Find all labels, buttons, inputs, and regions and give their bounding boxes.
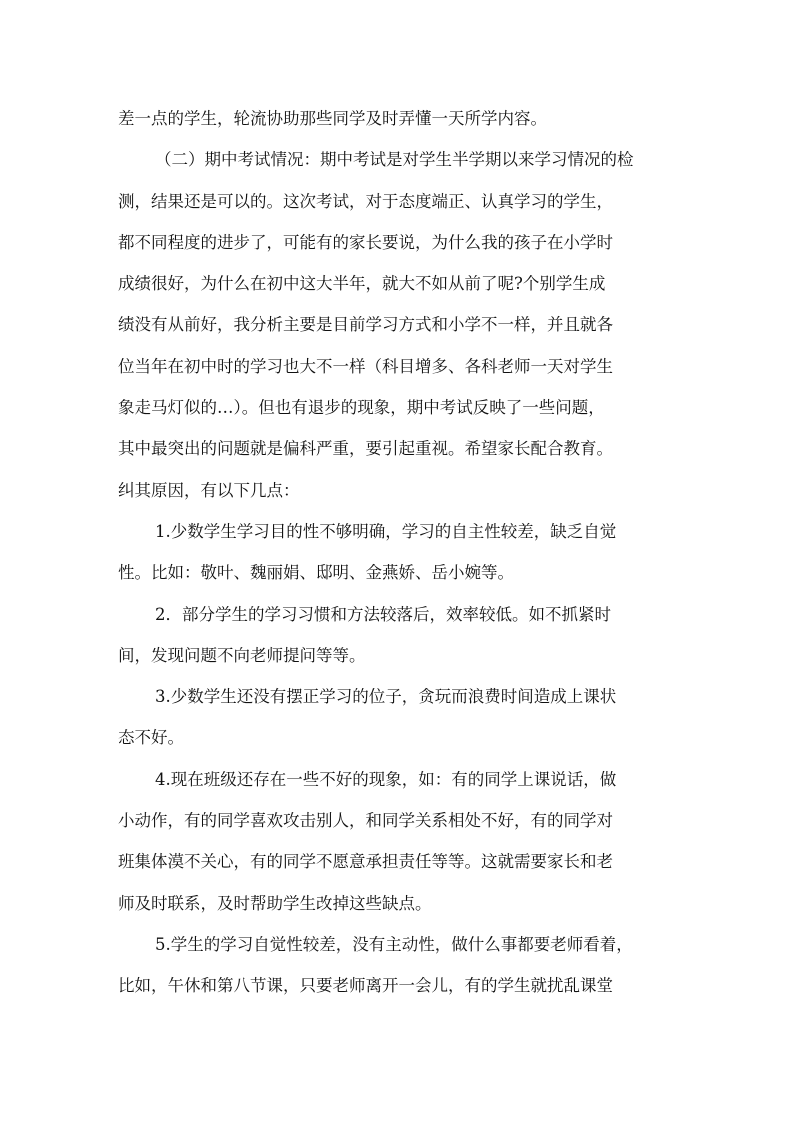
text-line: 比如，午休和第八节课，只要老师离开一会儿，有的学生就扰乱课堂 bbox=[118, 976, 613, 996]
text-line: 3.少数学生还没有摆正学习的位子，贪玩而浪费时间造成上课状 bbox=[155, 687, 617, 707]
text-line: 成绩很好，为什么在初中这大半年，就大不如从前了呢?个别学生成 bbox=[118, 274, 606, 294]
text-line: 都不同程度的进步了，可能有的家长要说，为什么我的孩子在小学时 bbox=[118, 232, 613, 252]
text-line: 4.现在班级还存在一些不好的现象，如：有的同学上课说话，做 bbox=[155, 769, 617, 789]
text-line: 间，发现问题不向老师提问等等。 bbox=[118, 645, 366, 665]
text-line: 绩没有从前好，我分析主要是目前学习方式和小学不一样，并且就各 bbox=[118, 315, 613, 335]
text-line: 其中最突出的问题就是偏科严重，要引起重视。希望家长配合教育。 bbox=[118, 439, 613, 459]
text-line: 小动作，有的同学喜欢攻击别人，和同学关系相处不好，有的同学对 bbox=[118, 811, 613, 831]
text-line: 1.少数学生学习目的性不够明确，学习的自主性较差，缺乏自觉 bbox=[155, 521, 617, 541]
text-line: 2．部分学生的学习习惯和方法较落后，效率较低。如不抓紧时 bbox=[155, 604, 611, 624]
text-line: 态不好。 bbox=[118, 728, 184, 748]
text-line: （二）期中考试情况：期中考试是对学生半学期以来学习情况的检 bbox=[155, 150, 634, 170]
text-line: 位当年在初中时的学习也大不一样（科目增多、各科老师一天对学生 bbox=[118, 356, 613, 376]
text-line: 师及时联系，及时帮助学生改掉这些缺点。 bbox=[118, 893, 432, 913]
text-line: 5.学生的学习自觉性较差，没有主动性，做什么事都要老师看着， bbox=[155, 934, 633, 954]
text-line: 差一点的学生，轮流协助那些同学及时弄懂一天所学内容。 bbox=[118, 109, 547, 128]
document-body bbox=[118, 98, 698, 1007]
text-line: 班集体漠不关心，有的同学不愿意承担责任等等。这就需要家长和老 bbox=[118, 852, 613, 872]
text-line: 性。比如：敬叶、魏丽娟、邸明、金燕娇、岳小婉等。 bbox=[118, 563, 514, 583]
text-line: 象走马灯似的…）。但也有退步的现象，期中考试反映了一些问题， bbox=[118, 398, 605, 418]
text-line: 测，结果还是可以的。这次考试，对于态度端正、认真学习的学生， bbox=[118, 191, 613, 211]
text-line: 纠其原因，有以下几点： bbox=[118, 480, 300, 500]
